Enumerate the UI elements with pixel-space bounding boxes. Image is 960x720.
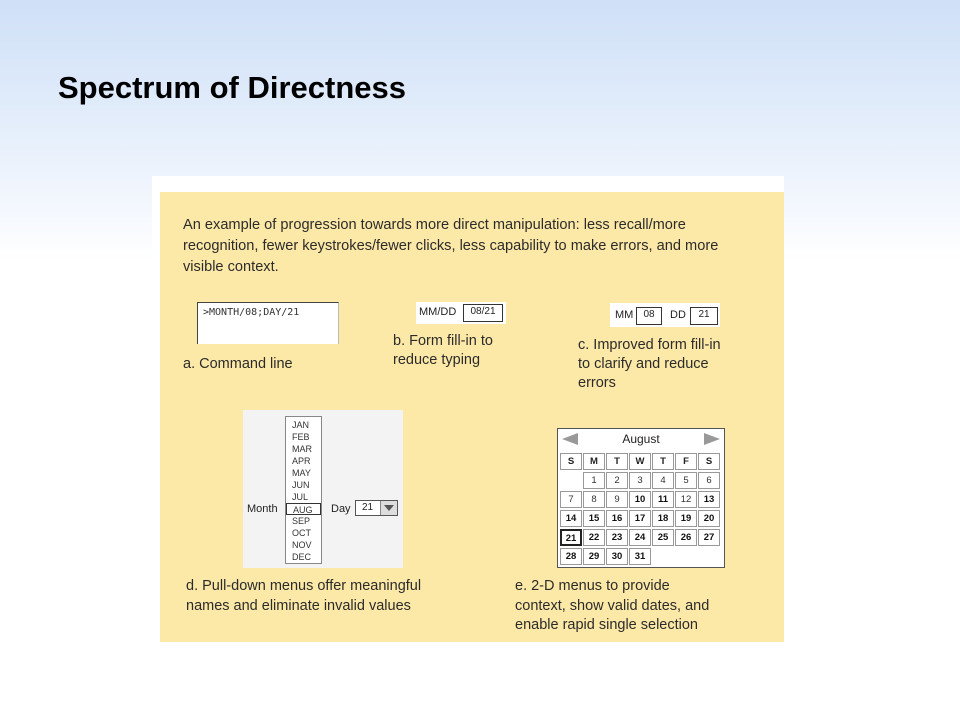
calendar-day[interactable]: 7 (560, 491, 582, 508)
caption-b-line2: reduce typing (393, 352, 481, 368)
caption-c-line2: to clarify and reduce (578, 356, 709, 372)
intro-text: An example of progression towards more direct manipulation: less recall/more recognition, fewer keystrokes/fewer clicks, less capability to make errors, and more visible context. (183, 217, 719, 275)
calendar-day[interactable]: 22 (583, 529, 605, 546)
calendar-day[interactable]: 4 (652, 472, 674, 489)
month-option[interactable]: DEC (292, 552, 312, 562)
calendar-day[interactable]: 31 (629, 548, 651, 565)
calendar-day[interactable]: 19 (675, 510, 697, 527)
calendar-day[interactable]: 8 (583, 491, 605, 508)
day-select-value: 21 (362, 502, 374, 513)
caption-e-line3: enable rapid single selection (515, 617, 698, 633)
month-option[interactable]: AUG (286, 503, 321, 515)
month-option[interactable]: FEB (292, 432, 310, 442)
calendar-day[interactable]: 17 (629, 510, 651, 527)
calendar-day[interactable]: 10 (629, 491, 651, 508)
calendar-day[interactable]: 11 (652, 491, 674, 508)
month-option[interactable]: SEP (292, 516, 311, 526)
calendar-header (558, 429, 724, 451)
month-option[interactable]: JUL (292, 492, 309, 502)
caption-e-line2: context, show valid dates, and (515, 598, 710, 614)
month-option[interactable]: MAR (292, 444, 312, 454)
month-option[interactable]: JUN (292, 480, 310, 490)
weekday-header: T (652, 453, 674, 470)
calendar-day[interactable]: 18 (652, 510, 674, 527)
calendar-day[interactable]: 29 (583, 548, 605, 565)
calendar-day-selected[interactable]: 21 (560, 529, 582, 546)
day-select[interactable] (355, 500, 398, 516)
form-c-mm-field[interactable]: 08 (636, 307, 662, 325)
calendar-day[interactable]: 23 (606, 529, 628, 546)
form-c-mm-label: MM (615, 309, 634, 321)
weekday-header: F (675, 453, 697, 470)
calendar-day[interactable]: 24 (629, 529, 651, 546)
calendar-day[interactable]: 6 (698, 472, 720, 489)
pulldown-month-label: Month (247, 503, 278, 515)
calendar-day[interactable]: 16 (606, 510, 628, 527)
caption-c-line1: c. Improved form fill-in (578, 337, 721, 353)
form-b-field[interactable]: 08/21 (463, 304, 503, 322)
calendar (557, 428, 725, 568)
month-option[interactable]: JAN (292, 420, 310, 430)
month-option[interactable]: NOV (292, 540, 312, 550)
form-c-dd-label: DD (670, 309, 686, 321)
calendar-day[interactable]: 5 (675, 472, 697, 489)
month-option[interactable]: MAY (292, 468, 311, 478)
caption-d-line1: d. Pull-down menus offer meaningful (186, 578, 422, 594)
calendar-day[interactable]: 2 (606, 472, 628, 489)
calendar-day[interactable]: 3 (629, 472, 651, 489)
next-month-arrow-icon[interactable] (704, 433, 720, 445)
form-b-label: MM/DD (419, 306, 457, 318)
command-line-input[interactable]: >MONTH/08;DAY/21 (197, 302, 339, 344)
month-list[interactable] (285, 416, 322, 564)
chevron-down-icon[interactable] (380, 501, 397, 515)
calendar-day[interactable]: 9 (606, 491, 628, 508)
calendar-day[interactable]: 28 (560, 548, 582, 565)
caption-c-line3: errors (578, 375, 616, 391)
calendar-day[interactable]: 15 (583, 510, 605, 527)
form-c-dd-field[interactable]: 21 (690, 307, 718, 325)
caption-a: a. Command line (183, 356, 293, 372)
calendar-day[interactable]: 30 (606, 548, 628, 565)
pulldown-background (243, 410, 403, 568)
month-option[interactable]: OCT (292, 528, 311, 538)
month-option[interactable]: APR (292, 456, 311, 466)
weekday-header: S (698, 453, 720, 470)
calendar-day[interactable]: 13 (698, 491, 720, 508)
calendar-day[interactable]: 12 (675, 491, 697, 508)
calendar-day[interactable]: 27 (698, 529, 720, 546)
calendar-month: August (622, 432, 660, 446)
pulldown-day-label: Day (331, 503, 351, 515)
caption-b-line1: b. Form fill-in to (393, 333, 493, 349)
slide-title: Spectrum of Directness (58, 70, 406, 105)
weekday-header: T (606, 453, 628, 470)
calendar-day[interactable]: 20 (698, 510, 720, 527)
caption-d-line2: names and eliminate invalid values (186, 598, 411, 614)
calendar-day[interactable]: 25 (652, 529, 674, 546)
weekday-header: S (560, 453, 582, 470)
calendar-day[interactable]: 26 (675, 529, 697, 546)
caption-e-line1: e. 2-D menus to provide (515, 578, 670, 594)
calendar-day[interactable]: 1 (583, 472, 605, 489)
calendar-day[interactable]: 14 (560, 510, 582, 527)
weekday-header: M (583, 453, 605, 470)
weekday-header: W (629, 453, 651, 470)
